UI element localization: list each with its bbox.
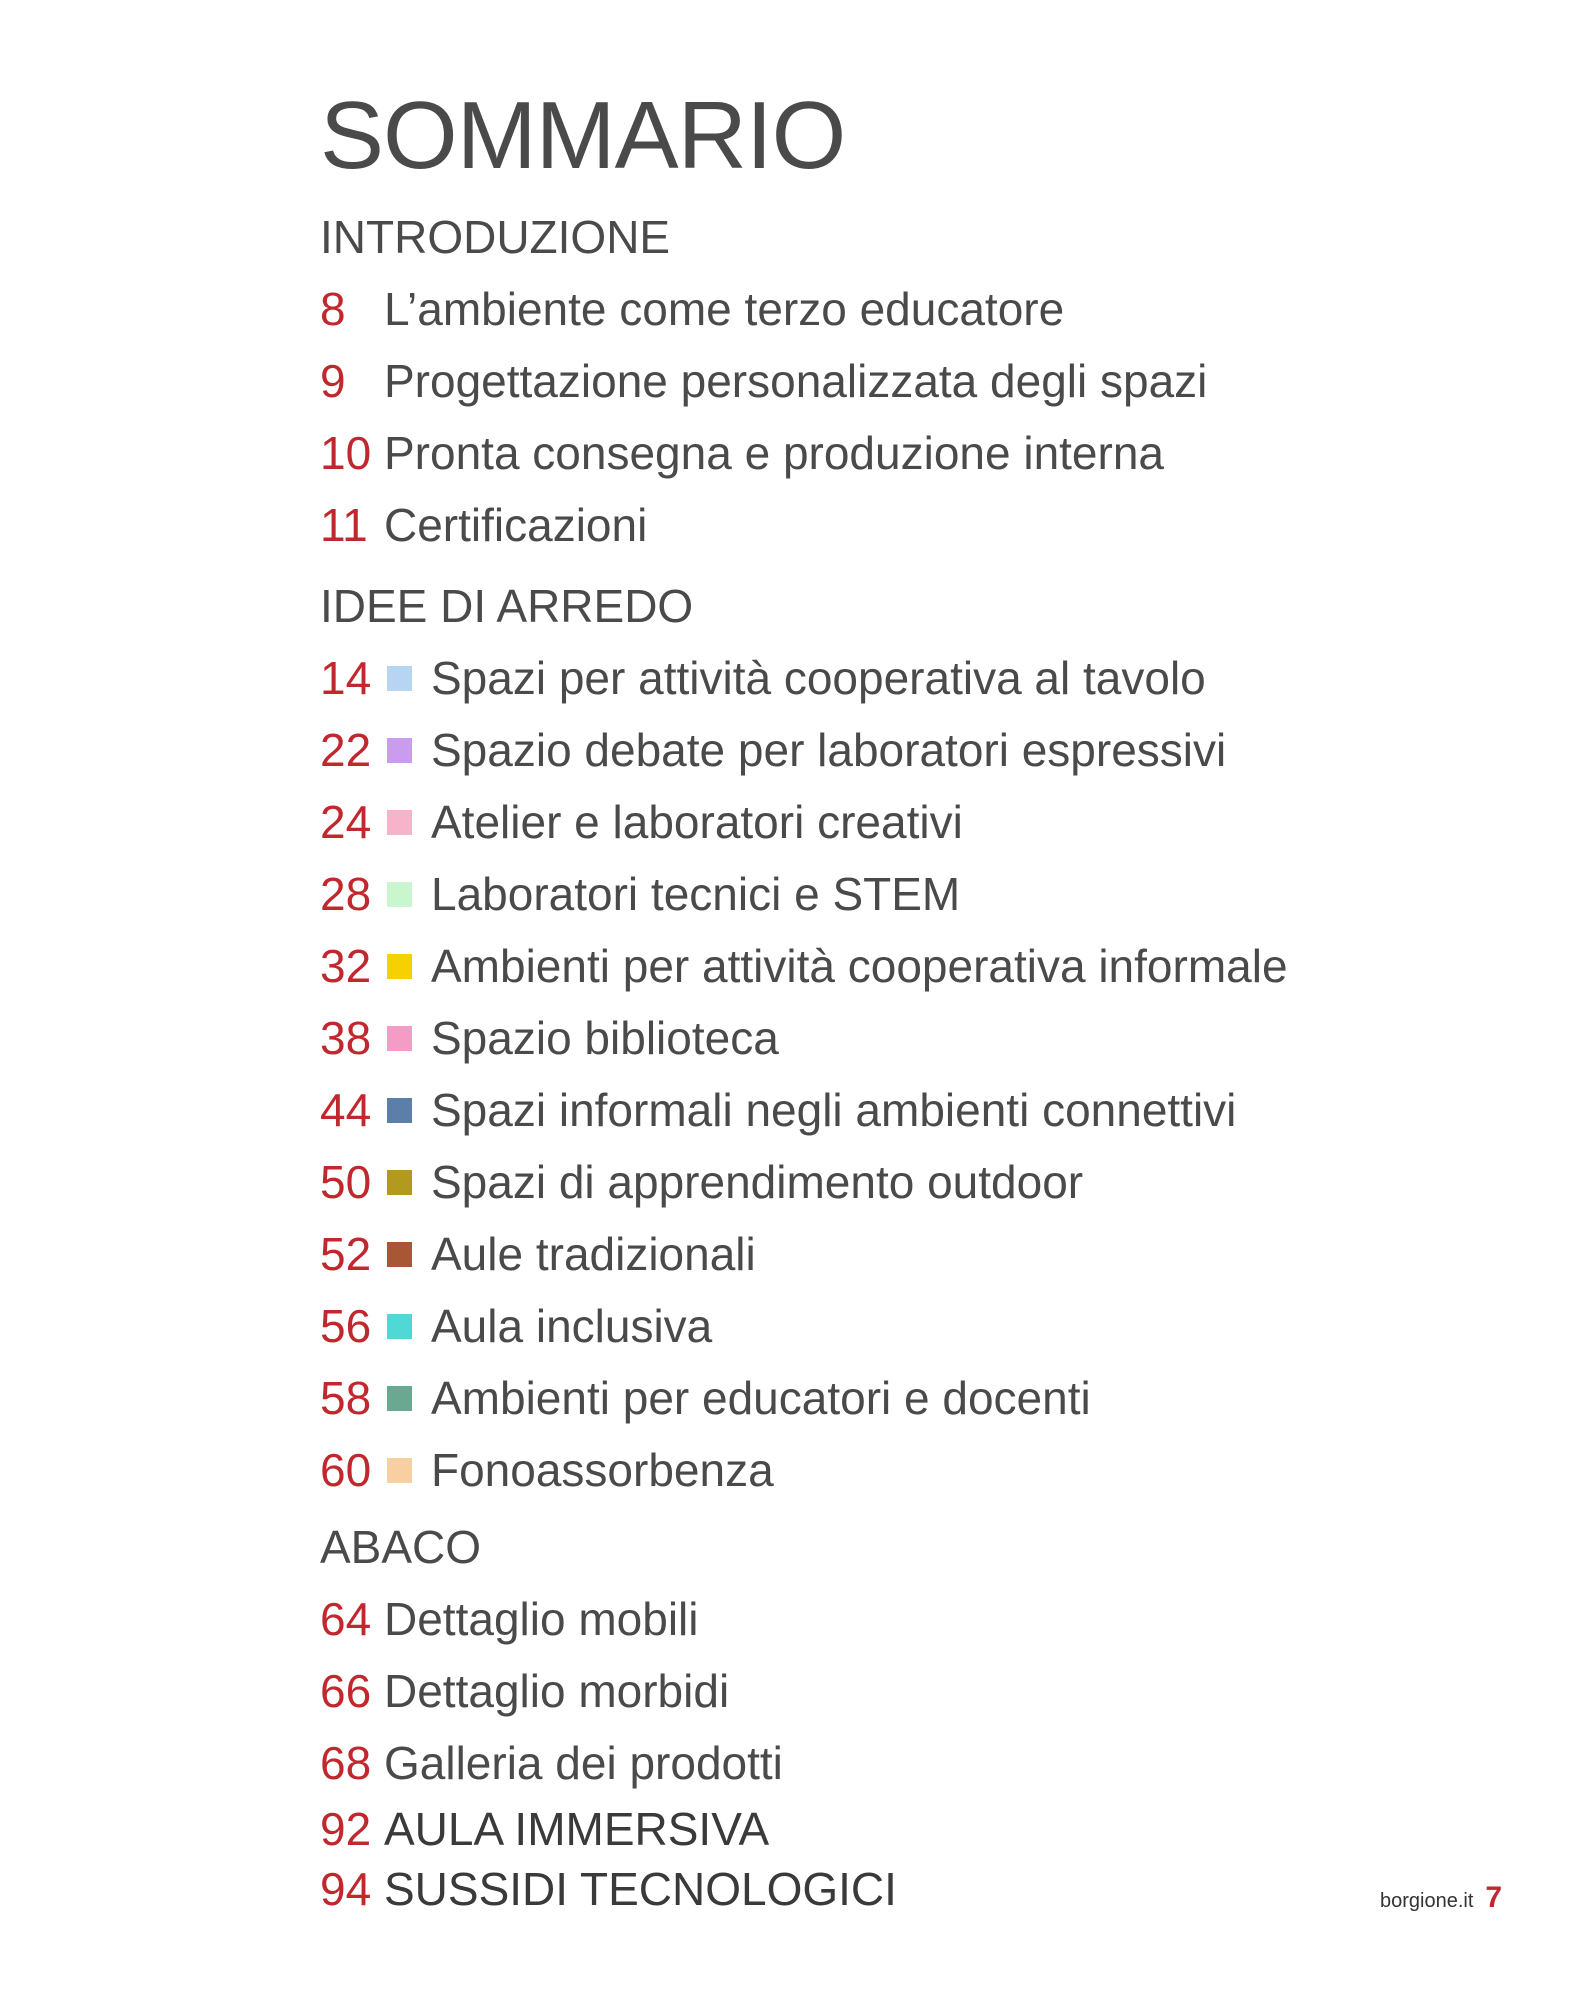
- entry-label: Laboratori tecnici e STEM: [431, 868, 961, 920]
- page-number: 11: [320, 499, 368, 551]
- page-footer: [1380, 1881, 1502, 1915]
- tail-list: [320, 1799, 1470, 1919]
- page-number: 14: [320, 652, 372, 704]
- page-number: 10: [320, 427, 372, 479]
- entry-label: Galleria dei prodotti: [384, 1737, 783, 1789]
- toc-entry[interactable]: [320, 1290, 1470, 1362]
- page-number: 50: [320, 1156, 372, 1208]
- page-number: 68: [320, 1737, 372, 1789]
- section-heading-introduzione: INTRODUZIONE: [320, 211, 671, 263]
- page-number-footer: 7: [1485, 1881, 1503, 1914]
- entry-label: Aula inclusiva: [431, 1300, 713, 1352]
- page-number: 66: [320, 1665, 372, 1717]
- color-swatch-icon: [387, 1026, 412, 1051]
- page-number: 32: [320, 940, 372, 992]
- entry-label: Spazi per attività cooperativa al tavolo: [431, 652, 1206, 704]
- entry-label: Atelier e laboratori creativi: [431, 796, 963, 848]
- entry-label: Fonoassorbenza: [431, 1444, 774, 1496]
- toc-entry[interactable]: [320, 1146, 1470, 1218]
- page-number: 8: [320, 283, 346, 335]
- page-number: 52: [320, 1228, 372, 1280]
- entry-label: Aule tradizionali: [431, 1228, 756, 1280]
- toc-entry[interactable]: [320, 1434, 1470, 1506]
- intro-list: [320, 273, 1470, 561]
- color-swatch-icon: [387, 1242, 412, 1267]
- toc-entry[interactable]: [320, 1727, 1470, 1799]
- page-number: 94: [320, 1863, 372, 1915]
- toc-entry[interactable]: [320, 273, 1470, 345]
- entry-label: Pronta consegna e produzione interna: [384, 427, 1165, 479]
- entry-label: Spazio biblioteca: [431, 1012, 779, 1064]
- page-number: 92: [320, 1803, 372, 1855]
- entry-label: Dettaglio mobili: [384, 1593, 699, 1645]
- page-number: 38: [320, 1012, 372, 1064]
- entry-label: L’ambiente come terzo educatore: [384, 283, 1065, 335]
- page-number: 60: [320, 1444, 372, 1496]
- toc-entry[interactable]: [320, 489, 1470, 561]
- toc-entry[interactable]: [320, 1002, 1470, 1074]
- color-swatch-icon: [387, 738, 412, 763]
- entry-label: Ambienti per attività cooperativa informale: [431, 940, 1288, 992]
- page-number: 64: [320, 1593, 372, 1645]
- page-number: 9: [320, 355, 346, 407]
- toc-entry[interactable]: [320, 1218, 1470, 1290]
- toc-entry[interactable]: [320, 345, 1470, 417]
- entry-label: AULA IMMERSIVA: [384, 1803, 770, 1855]
- abaco-list: [320, 1583, 1470, 1799]
- entry-label: Spazi informali negli ambienti connettivi: [431, 1084, 1237, 1136]
- color-swatch-icon: [387, 1458, 412, 1483]
- table-of-contents: [320, 70, 1470, 1919]
- idee-list: [320, 642, 1470, 1506]
- toc-entry[interactable]: [320, 1583, 1470, 1655]
- entry-label: Certificazioni: [384, 499, 648, 551]
- toc-entry[interactable]: [320, 417, 1470, 489]
- color-swatch-icon: [387, 954, 412, 979]
- toc-entry[interactable]: [320, 1074, 1470, 1146]
- color-swatch-icon: [387, 810, 412, 835]
- toc-entry[interactable]: [320, 642, 1470, 714]
- page-title: SOMMARIO: [320, 82, 846, 189]
- website-link[interactable]: borgione.it: [1380, 1890, 1474, 1912]
- toc-entry-sussidi-tecnologici[interactable]: [320, 1859, 1470, 1919]
- page-number: 28: [320, 868, 372, 920]
- color-swatch-icon: [387, 1170, 412, 1195]
- page-number: 44: [320, 1084, 372, 1136]
- entry-label: Ambienti per educatori e docenti: [431, 1372, 1091, 1424]
- toc-entry[interactable]: [320, 930, 1470, 1002]
- page-number: 56: [320, 1300, 372, 1352]
- entry-label: Progettazione personalizzata degli spazi: [384, 355, 1208, 407]
- entry-label: Spazio debate per laboratori espressivi: [431, 724, 1227, 776]
- toc-entry[interactable]: [320, 1655, 1470, 1727]
- toc-entry[interactable]: [320, 858, 1470, 930]
- toc-entry[interactable]: [320, 786, 1470, 858]
- color-swatch-icon: [387, 1314, 412, 1339]
- color-swatch-icon: [387, 1098, 412, 1123]
- entry-label: SUSSIDI TECNOLOGICI: [384, 1863, 897, 1915]
- section-heading-idee-di-arredo: IDEE DI ARREDO: [320, 580, 694, 632]
- page-number: 24: [320, 796, 372, 848]
- entry-label: Dettaglio morbidi: [384, 1665, 730, 1717]
- page-number: 58: [320, 1372, 372, 1424]
- color-swatch-icon: [387, 666, 412, 691]
- entry-label: Spazi di apprendimento outdoor: [431, 1156, 1084, 1208]
- page-number: 22: [320, 724, 372, 776]
- toc-entry-aula-immersiva[interactable]: [320, 1799, 1470, 1859]
- color-swatch-icon: [387, 1386, 412, 1411]
- toc-entry[interactable]: [320, 714, 1470, 786]
- section-heading-abaco: ABACO: [320, 1521, 482, 1573]
- color-swatch-icon: [387, 882, 412, 907]
- toc-entry[interactable]: [320, 1362, 1470, 1434]
